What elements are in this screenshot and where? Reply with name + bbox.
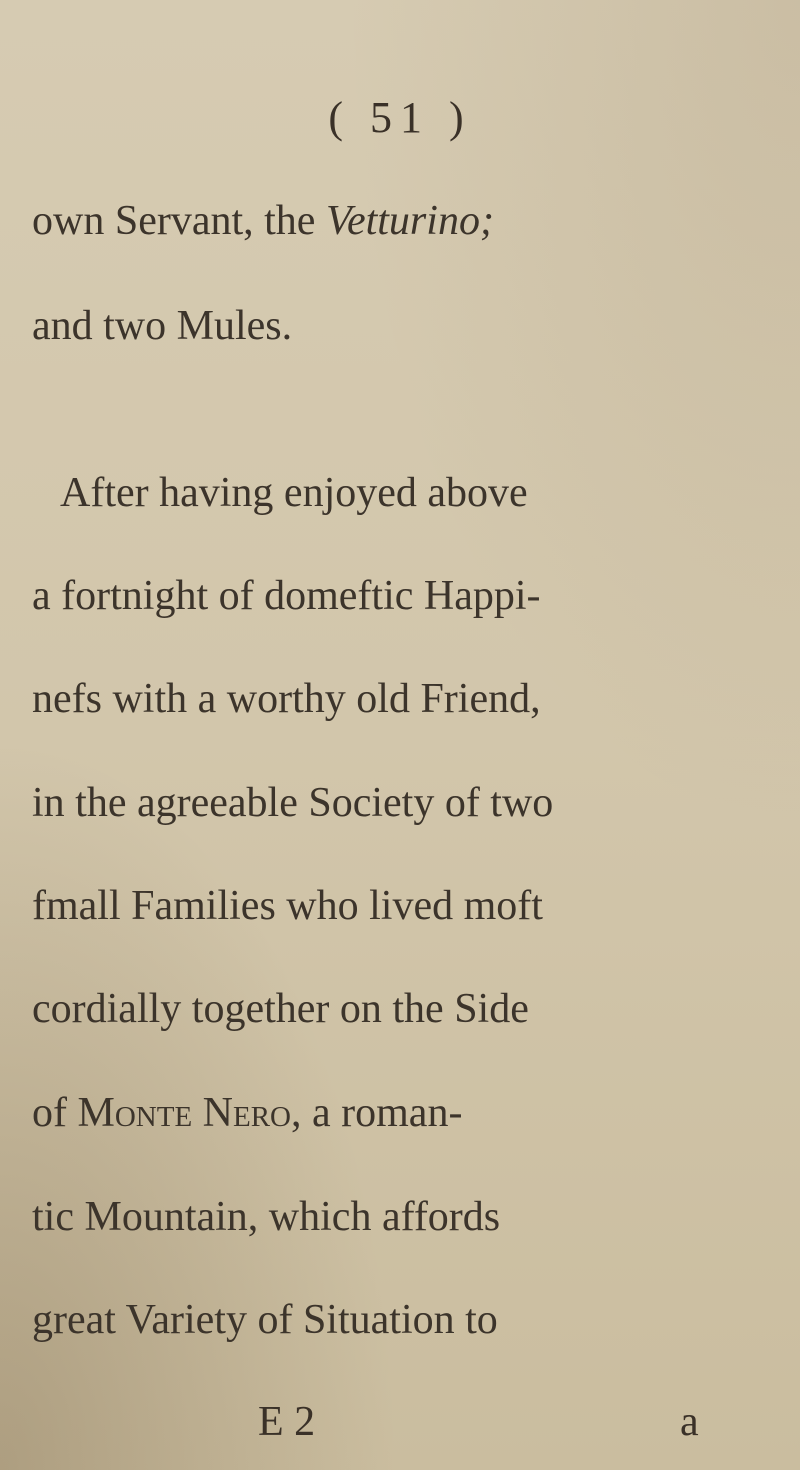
catchword: a xyxy=(680,1399,699,1445)
line-segment: of xyxy=(32,1090,78,1136)
line-segment: , a roman- xyxy=(291,1090,463,1136)
line-segment: After having enjoyed above xyxy=(60,470,528,516)
line-segment: nefs with a worthy old Friend, xyxy=(32,676,541,722)
text-line xyxy=(0,472,800,514)
line-segment: great Variety of Situation to xyxy=(32,1297,498,1343)
text-line xyxy=(0,885,800,927)
text-line xyxy=(0,988,800,1030)
text-line xyxy=(0,782,800,824)
text-line xyxy=(0,305,800,347)
line-segment: in the agreeable Society of two xyxy=(32,780,554,826)
signature-mark: E 2 xyxy=(258,1399,316,1445)
line-segment: cordially together on the Side xyxy=(32,986,529,1032)
line-segment: own Servant, the xyxy=(32,198,326,244)
line-segment: and two Mules. xyxy=(32,303,293,349)
line-segment: fmall Families who lived moft xyxy=(32,883,543,929)
line-segment: a fortnight of domeftic Happi- xyxy=(32,573,541,619)
line-segment-italic: Vetturino; xyxy=(325,198,494,244)
line-segment: tic Mountain, which affords xyxy=(32,1194,501,1240)
text-line xyxy=(0,1196,800,1238)
text-line xyxy=(0,575,800,617)
page-number: ( 51 ) xyxy=(328,93,472,142)
text-line xyxy=(0,1092,800,1134)
text-line xyxy=(0,200,800,242)
text-line xyxy=(0,1299,800,1341)
text-line xyxy=(0,678,800,720)
line-segment-smallcaps: Monte Nero xyxy=(77,1090,291,1136)
page-footer xyxy=(0,1398,800,1458)
